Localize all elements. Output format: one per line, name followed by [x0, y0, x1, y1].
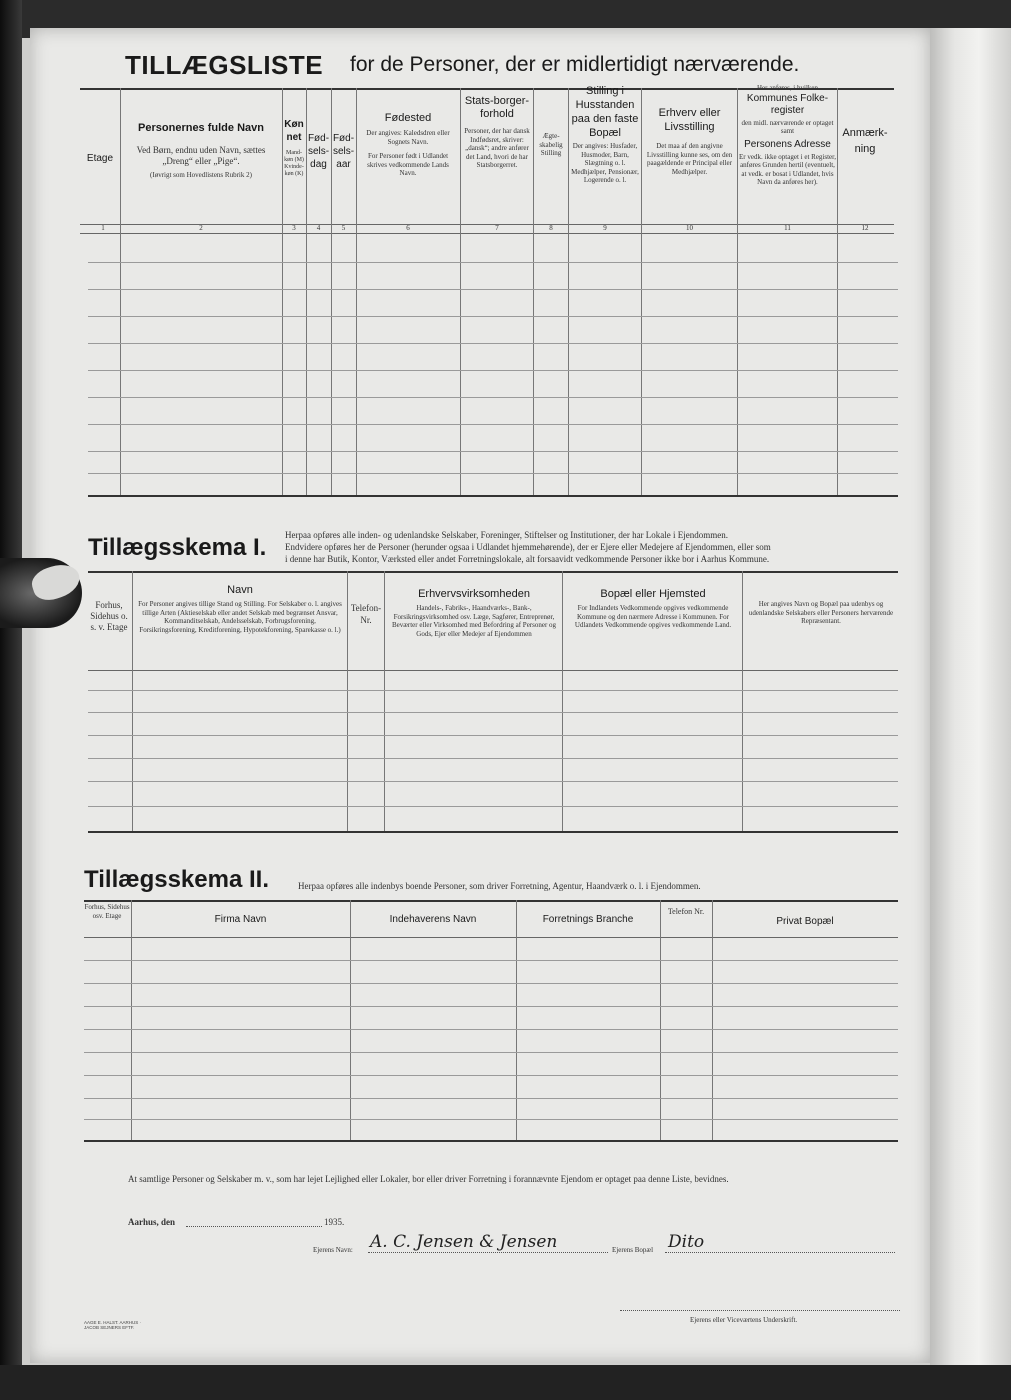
owner-name-label: Ejerens Navn:	[313, 1246, 353, 1254]
schema2-title: Tillægsskema II.	[84, 866, 269, 893]
col-number: 6	[406, 224, 410, 232]
date-field	[186, 1226, 322, 1227]
schema1-col-name: Navn For Personer angives tillige Stand og Stilling. For Selskaber o. l. angives tillige Arten (Aktieselskab eller andet Selskab med begrænset Ansvar, Kommanditselskab, Andelsselskab, Forbrugsforening, Forsikringsforening, Kreditforening, Hypotekforening, Sparekasse o. l.)	[138, 584, 342, 634]
col-number: 2	[199, 224, 203, 232]
owner-name-field	[368, 1252, 608, 1253]
schema1-description: Herpaa opføres alle inden- og udenlandske Selskaber, Foreninger, Stiftelser og Institutioner, der har Lokale i Ejendommen. Endvidere opføres her de Personer (herunder ogsaa i Udlandet hjemmehørende), der er Ejere eller Medejere af Ejendommen, eller som i denne har Butik, Kontor, Værksted eller andet Forretningslokale, alt forsaavidt vedkommende Personer ikke bor i Aarhus Kommune.	[285, 530, 771, 564]
schema1-col-business: Erhvervsvirksomheden Handels-, Fabriks-, Haandværks-, Bank-, Forsikringsvirksomhed osv. Læge, Sagfører, Entreprenør, Beværter eller Virksomhed med Befordring af Personer og Gods, Ejer eller Medejer af Ejendommen	[391, 588, 557, 638]
col-remarks-header: Anmærk-ning	[842, 127, 888, 155]
col-birthday-header: Fød-sels-dag	[307, 133, 330, 170]
schema1-col-residence: Bopæl eller Hjemsted For Indlandets Vedkommende opgives vedkommende Kommune og den nærmere Adresse i Kommunen. For Udlandets Vedkommende opgives vedkommende Land.	[574, 588, 732, 629]
schema2-col-firm: Firma Navn	[214, 914, 267, 925]
schema1-col-phone: Telefon-Nr.	[350, 603, 382, 625]
col-number: 4	[316, 224, 321, 232]
schema2-col-phone: Telefon Nr.	[667, 907, 705, 916]
col-name-header: Personernes fulde Navn Ved Børn, endnu uden Navn, sættes „Dreng“ eller „Pige“. (Iøvrigt som Hovedlistens Rubrik 2)	[136, 122, 266, 179]
declaration-text: At samtlige Personer og Selskaber m. v., som har lejet Lejlighed eller Lokaler, bor eller driver Forretning i forannævnte Ejendom er optaget paa denne Liste, bevidnes.	[128, 1174, 729, 1184]
owner-signature: A. C. Jensen & Jensen	[370, 1232, 558, 1252]
owner-address-field	[665, 1252, 895, 1253]
form-title: TILLÆGSLISTE	[125, 50, 324, 80]
schema2-col-floor: Forhus, Sidehus osv. Etage	[84, 903, 130, 920]
col-household-header: Stilling i Husstanden paa den faste Bopæl Der angives: Husfader, Husmoder, Barn, Slægtning o. l. Medhjælper, Pensionær, Logerende o. l.	[571, 85, 639, 184]
schema2-col-owner: Indehaverens Navn	[389, 914, 477, 925]
col-number: 10	[686, 224, 693, 232]
schema1-col-representative: Her angives Navn og Bopæl paa udenbys og udenlandske Selskabers eller Personers herværende Repræsentant.	[748, 600, 894, 625]
form-subtitle: for de Personer, der er midlertidigt nærværende.	[350, 53, 800, 76]
col-number: 7	[495, 224, 499, 232]
owner-address-signature: Dito	[668, 1232, 705, 1252]
schema1-title: Tillægsskema I.	[88, 534, 267, 561]
col-number: 1	[101, 224, 105, 232]
signature-caption: Ejerens eller Viceværtens Underskrift.	[690, 1316, 798, 1324]
schema2-col-private-address: Privat Bopæl	[776, 916, 834, 927]
printer-imprint: AAGE E. HALST. AARHUS · JACOB SEJNERS EFTF.	[84, 1320, 142, 1330]
year-label: 1935.	[324, 1217, 345, 1227]
col-number: 3	[292, 224, 296, 232]
col-marital-header: Ægte-skabelig Stilling	[539, 132, 563, 157]
schema1-col-floor: Forhus, Sidehus o. s. v. Etage	[90, 600, 128, 632]
col-occupation-header: Erhverv eller Livsstilling Det maa af den angivne Livsstilling kunne ses, om den paagældende er Principal eller Medhjælper.	[646, 107, 733, 176]
col-number: 11	[784, 224, 791, 232]
col-birthyear-header: Fød-sels-aar	[332, 133, 355, 170]
schema2-description: Herpaa opføres alle indenbys boende Personer, som driver Forretning, Agentur, Haandværk o. l. i Ejendommen.	[298, 881, 701, 891]
col-number: 12	[861, 224, 869, 232]
col-number: 5	[341, 224, 346, 232]
col-birthplace-header: Fødested Der angives: Kaledsdren eller Sognets Navn. For Personer født i Udlandet skrives vedkommende Lands Navn.	[366, 112, 450, 177]
schema2-col-branch: Forretnings Branche	[542, 914, 634, 925]
col-register-header: Her anføres, i hvilken Kommunes Folke-register den midl. nærværende er optaget samt Personens Adresse Er vedk. ikke optaget i et Register, anføres Grunden hertil (eventuelt, at vedk. er bosat i Udlandet, hvis Navn da anføres her).	[739, 84, 836, 186]
col-gender-header: Kønnet Mand-køn (M) Kvinde-køn (K)	[284, 119, 304, 177]
col-number: 9	[603, 224, 607, 232]
col-citizenship-header: Stats-borger-forhold Personer, der har dansk Indfødsret, skriver: „dansk“; andre anfører det Land, hvori de har Statsborgerret.	[464, 95, 530, 169]
col-etage-header: Etage	[86, 153, 114, 164]
signature-line	[620, 1310, 900, 1311]
place-label: Aarhus, den	[128, 1217, 176, 1227]
owner-address-label: Ejerens Bopæl	[612, 1246, 654, 1254]
col-number: 8	[549, 224, 553, 232]
